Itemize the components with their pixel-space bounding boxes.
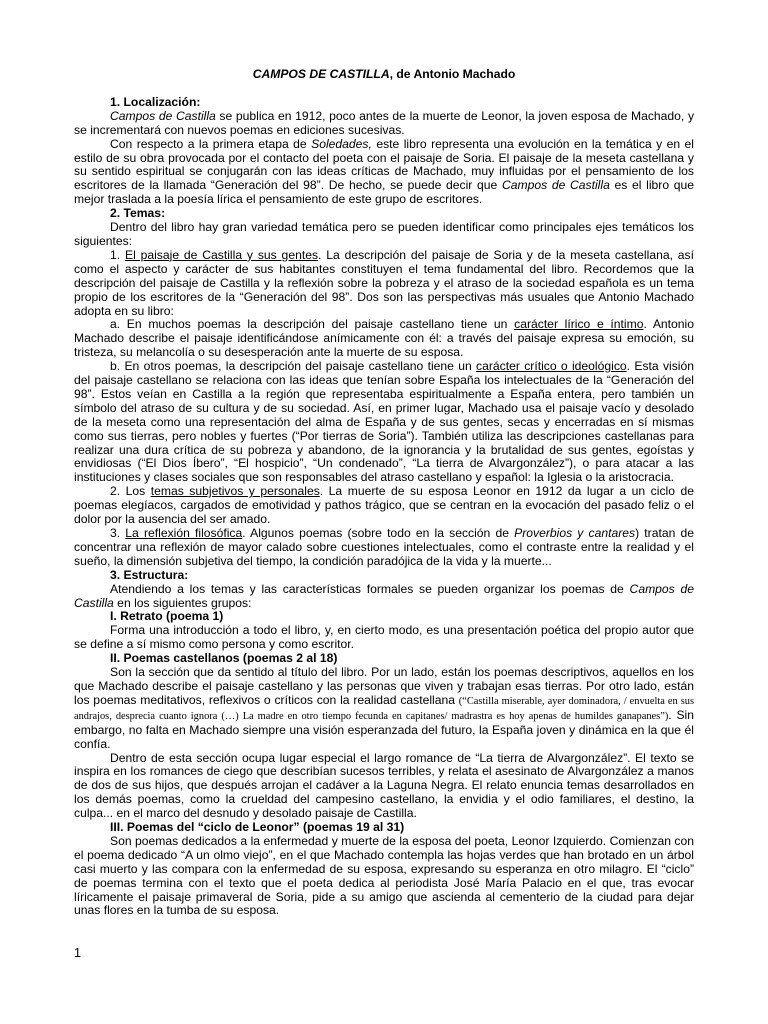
paragraph: Forma una introducción a todo el libro, y, en cierto modo, es una presentación poética del propio autor que se define a sí mismo como persona y como escritor. [74,623,694,652]
text: Atendiendo a los temas y las características formales se pueden organizar los poemas de [110,581,630,596]
paragraph: Dentro de esta sección ocupa lugar especial el largo romance de “La tierra de Alvargonzález”. El texto se inspira en los romances de ciego que describían sucesos terribles, y relata el asesinato de Alvargonzález a manos de dos de sus hijos, que después arrojan el cadáver a la Laguna Negra. El relato enuncia temas desarrollados en los demás poemas, como la crueldad del campesino castellano, la envidia y el odio familiares, el destino, la culpa... en el marco del desnudo y desolado paisaje de Castilla. [74,750,694,821]
paragraph [74,485,694,527]
paragraph [74,318,694,360]
underlined-theme: La reflexión filosófica [125,526,243,540]
group-heading-castellanos: II. Poemas castellanos (poemas 2 al 18) [110,651,338,666]
text: . La descripción del paisaje de Soria y de la meseta castellana, así como el aspecto y carácter de sus habitantes constituyen el tema fundamental del libro. Recordemos que la descripción del paisaje de Castilla y la reflexión sobre la pobreza y el atraso de la sociedad española es un tema propio de los escritores de la “Generación del 98”. Dos son las perspectivas más usuales que Antonio Machado adopta en su libro: [74,247,694,318]
text: . Sin embargo, no falta en Machado siempre una visión esperanzada del futuro, la España joven y dinámica en la que él confía. [74,707,694,751]
book-title: Soledades, [311,136,372,151]
text: en los siguientes grupos: [113,595,252,610]
book-title: Campos de Castilla [501,178,610,193]
text: ) tratan de concentrar una reflexión de mayor calado sobre cuestiones intelectuales, como el contraste entre la realidad y el sueño, la dimensión subjetiva del tiempo, la condición paradójica de la vida y la muerte... [74,526,695,568]
text: este libro representa una evolución en la temática y en el estilo de su obra provocada por el contacto del poeta con el paisaje de Soria. El paisaje de la meseta castellana y su sentido espiritual se conjugarán con las ideas críticas de Machado, muy influidas por el pensamiento de los escritores de la llamada “Generación del 98”. De hecho, se puede decir que [74,136,695,193]
title-rest: , de Antonio Machado [389,67,516,81]
section-heading-temas: 2. Temas: [110,206,166,221]
underlined-theme: carácter lírico e íntimo [514,317,644,332]
text: . Esta visión del paisaje castellano se relaciona con las ideas que tenían sobre España los intelectuales de la “Generación del 98”. Estos veían en Castilla a la región que representaba espiritualmente a España entera, pero también un símbolo del atraso de su cultura y de su sociedad. Así, en primer lugar, Machado usa el paisaje vacío y desolado de la meseta como una representación del alma de España y de sus gentes, secas y encerradas en sí mismas como sus tierras, pero nobles y fuertes (“Por tierras de Soria”). También utiliza las descripciones castellanas para realizar una dura crítica de su pobreza y abandono, de la ignorancia y la brutalidad de sus gentes, egoístas y envidiosas (“El Dios Íbero”, “El hospicio”, “Un condenado”, “La tierra de Alvargonzález”), o para atacar a las instituciones y clases sociales que son responsables del atraso castellano y español: la Iglesia o la aristocracia. [74,359,695,485]
document-page [74,68,694,918]
poem-quote: (“Castilla miserable, ayer dominadora, / envuelta en sus andrajos, desprecia cuanto ignora (…) La madre en otro tiempo fecunda en capitanes/ madrastra es hoy apenas de humildes ganapanes”) [74,695,694,722]
group-heading-retrato: I. Retrato (poema 1) [110,609,224,624]
text: . La muerte de su esposa Leonor en 1912 da lugar a un ciclo de poemas elegíacos, cargados de emotividad y pathos trágico, que se centran en la evocación del pasado feliz o el dolor por la ausencia del ser amado. [74,484,694,527]
document-title [74,68,694,82]
underlined-theme: El paisaje de Castilla y sus gentes [124,247,319,262]
group-heading-leonor: III. Poemas del “ciclo de Leonor” (poemas 19 al 31) [110,820,405,835]
page-number: 1 [74,946,81,960]
text: . Antonio Machado describe el paisaje identificándose anímicamente con él: a través del paisaje expresa su emoción, su tristeza, su melancolía o su desesperación ante la muerte de su esposa. [74,317,695,360]
underlined-theme: carácter crítico o ideológico [476,359,627,374]
text: se publica en 1912, poco antes de la muerte de Leonor, la joven esposa de Machado, y se incrementará con nuevos poemas en ediciones sucesivas. [74,108,695,137]
text: Son la sección que da sentido al título del libro. Por un lado, están los poemas descriptivos, aquellos en los que Machado describe el paisaje castellano y las personas que viven y trabajan esas tierras. Por otro lado, están los poemas meditativos, reflexivos o críticos con la realidad castellana [74,665,694,707]
text: 3. [110,526,126,540]
paragraph: Dentro del libro hay gran variedad temática pero se pueden identificar como principales ejes temáticos los siguientes: [74,220,694,248]
paragraph [74,110,694,138]
paragraph [74,360,694,485]
text: . Algunos poemas (sobre todo en la sección de [242,526,515,540]
text: Con respecto a la primera etapa de [110,136,312,151]
text: b. En otros poemas, la descripción del paisaje castellano tiene un [110,359,477,374]
text: 2. Los [110,484,151,499]
underlined-theme: temas subjetivos y personales [150,484,320,499]
paragraph: Son poemas dedicados a la enfermedad y muerte de la esposa del poeta, Leonor Izquierdo. Comienzan con el poema dedicado “A un olmo viejo”, en el que Machado contempla las hojas verdes que han brotado en un árbol casi muerto y las compara con la enfermedad de su esposa, expresando su esperanza en otro milagro. El “ciclo” de poemas termina con el texto que el poeta dedica al periodista José María Palacio en el que, tras evocar líricamente el paisaje primaveral de Soria, pide a su amigo que ascienda al cementerio de la ciudad para dejar unas flores en la tumba de su esposa. [74,833,694,918]
section-heading-estructura: 3. Estructura: [110,567,189,582]
text: 1. [110,247,125,262]
paragraph [74,249,694,319]
paragraph [74,138,694,208]
paragraph [74,527,694,569]
section-heading-localizacion: 1. Localización: [110,94,201,109]
section-title: Proverbios y cantares [514,526,636,540]
paragraph [74,666,694,751]
book-title: Campos de Castilla [74,581,694,610]
paragraph [74,583,694,611]
book-title: Campos de Castilla [110,108,216,123]
title-italic: CAMPOS DE CASTILLA [252,67,390,81]
text: es el libro que mejor traslada a la poesía lírica el pensamiento de este grupo de escritores. [74,178,695,207]
text: a. En muchos poemas la descripción del paisaje castellano tiene un [110,317,515,332]
